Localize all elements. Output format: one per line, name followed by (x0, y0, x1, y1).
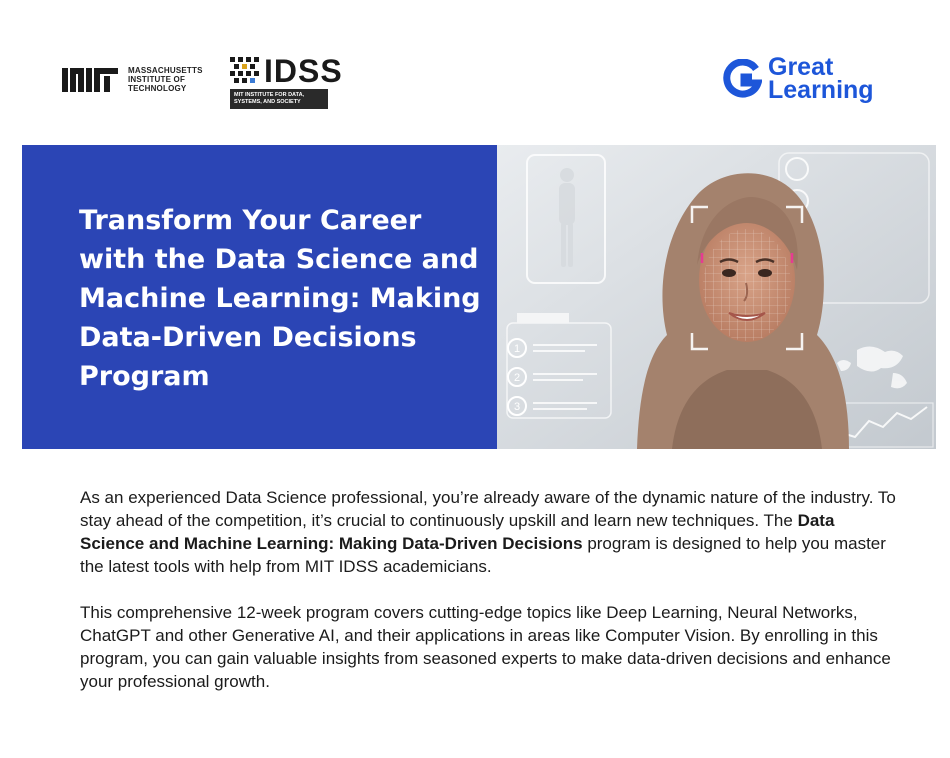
program-name: Data Science and Machine Learning: Making Data-Driven Decisions (80, 511, 835, 553)
hero-banner (22, 145, 936, 449)
great-learning-g-icon (722, 59, 762, 99)
step-number-2: 2 (513, 372, 521, 384)
logo-bar (0, 0, 950, 140)
woman-face-scan-illustration (497, 145, 936, 449)
idss-logo (230, 53, 343, 109)
intro-paragraph-1: As an experienced Data Science professional, you’re already aware of the dynamic nature of the industry. To stay ahead of the competition, it’s crucial to continuously upskill and learn new techniques. The Data Science and Machine Learning: Making Data-Driven Decisions program is designed to help you master the latest tools with help from MIT IDSS academicians. (80, 488, 896, 576)
great-learning-line-2: Learning (768, 76, 874, 104)
idss-grid-icon (230, 57, 260, 85)
mit-line-2: INSTITUTE OF (128, 74, 186, 84)
idss-wordmark: IDSS (264, 53, 343, 89)
idss-subtitle: MIT INSTITUTE FOR DATA, SYSTEMS, AND SOCIETY (230, 89, 328, 109)
hero-title-panel (22, 145, 497, 449)
mit-line-3: TECHNOLOGY (128, 83, 187, 93)
intro-paragraph-2: This comprehensive 12-week program covers cutting-edge topics like Deep Learning, Neural Networks, ChatGPT and other Generative AI, and their applications in areas like Computer Vision. By enrolling in this program, you can gain valuable insights from seasoned experts to make data-driven decisions and enhance your professional growth. (80, 603, 891, 691)
great-learning-line-1: Great (768, 53, 834, 81)
mit-line-1: MASSACHUSETTS (128, 65, 203, 75)
great-learning-logo (722, 53, 874, 104)
intro-copy (80, 486, 900, 716)
mit-wordmark-icon (62, 64, 120, 94)
step-number-3: 3 (513, 401, 521, 413)
step-number-1: 1 (513, 343, 521, 355)
hero-title: Transform Your Career with the Data Science and Machine Learning: Making Data-Driven Decisions Program (79, 205, 481, 392)
hero-image (497, 145, 936, 449)
mit-logo (62, 64, 203, 94)
